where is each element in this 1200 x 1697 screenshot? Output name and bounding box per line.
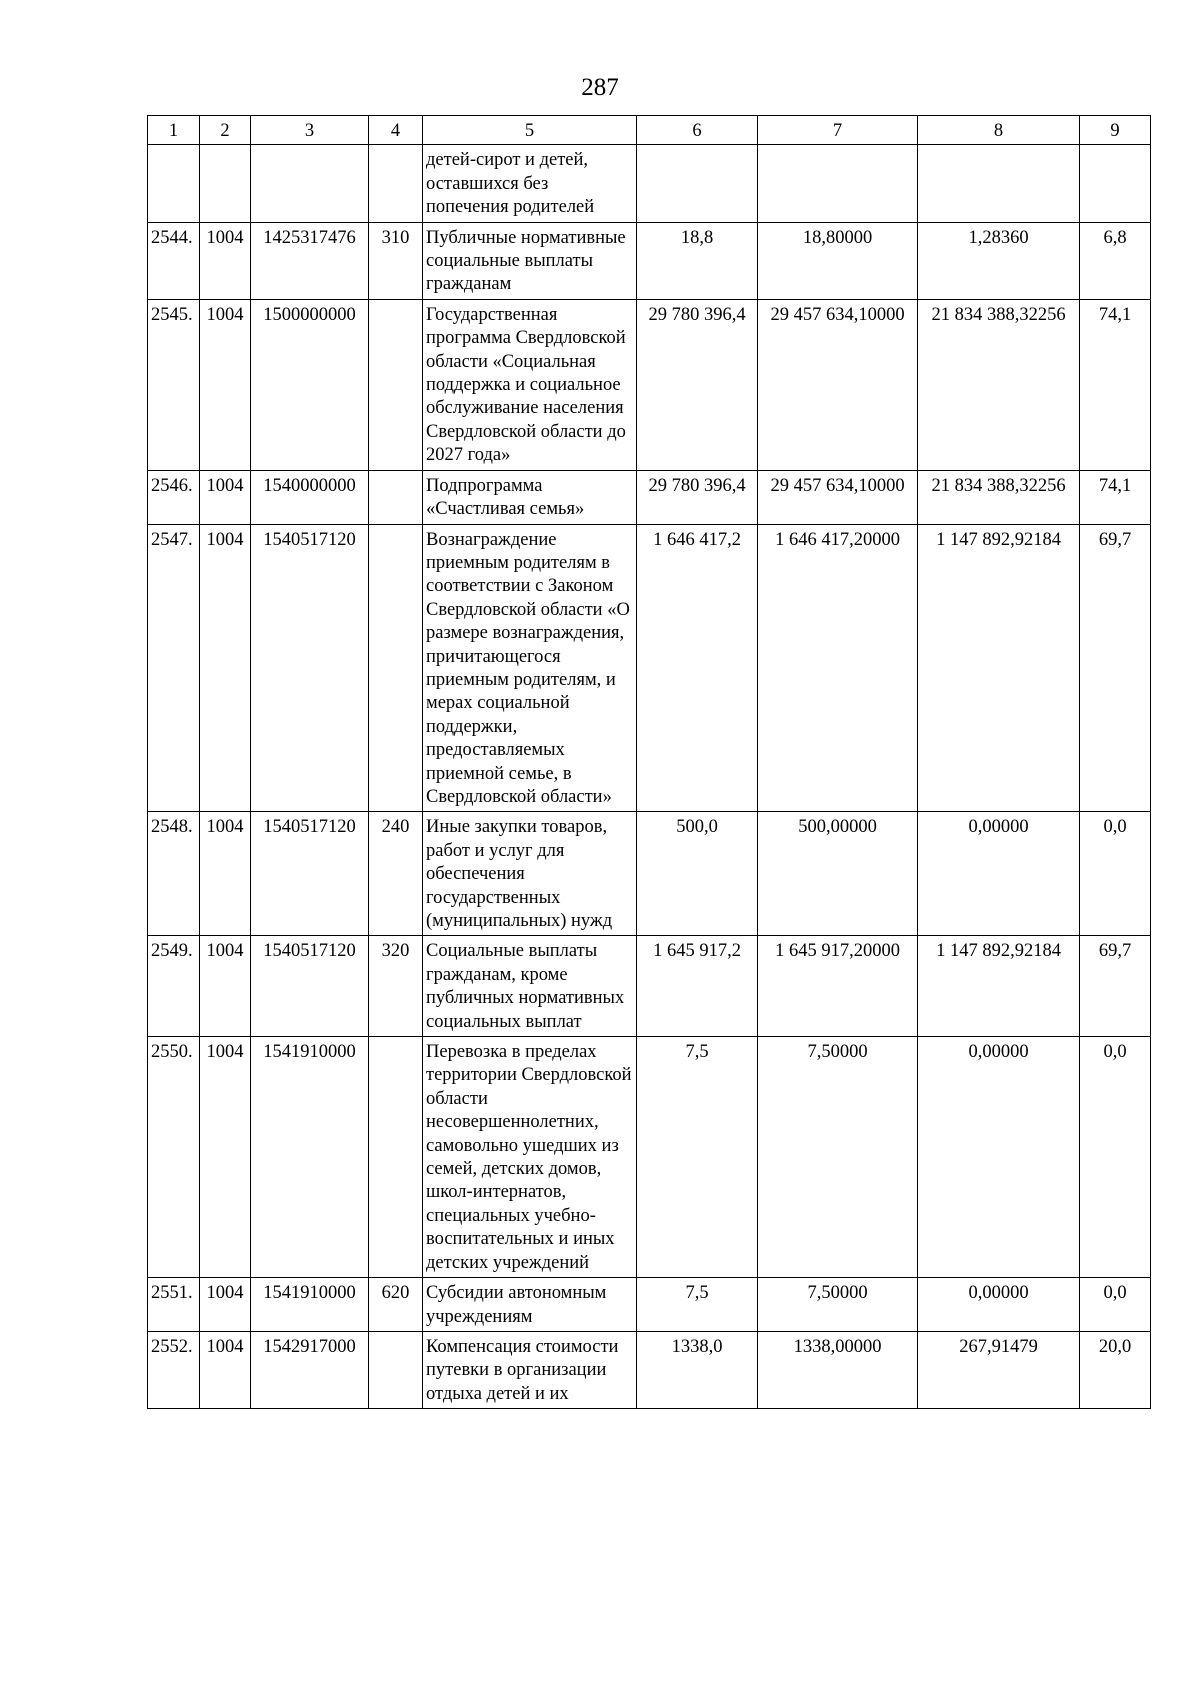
value-col-7: 18,80000 — [758, 222, 918, 299]
table-row — [148, 1278, 1151, 1332]
target-code: 1500000000 — [251, 299, 369, 470]
value-col-6: 29 780 396,4 — [637, 470, 758, 524]
section-code: 1004 — [200, 1331, 251, 1408]
value-col-6: 29 780 396,4 — [637, 299, 758, 470]
row-number: 2544. — [148, 222, 200, 299]
table-row — [148, 470, 1151, 524]
expense-kind-code: 240 — [369, 812, 423, 936]
row-number: 2552. — [148, 1331, 200, 1408]
target-code: 1540000000 — [251, 470, 369, 524]
value-col-8 — [918, 145, 1080, 222]
value-col-7: 500,00000 — [758, 812, 918, 936]
row-number: 2546. — [148, 470, 200, 524]
table-row — [148, 299, 1151, 470]
value-col-9: 69,7 — [1080, 524, 1151, 812]
table-row — [148, 936, 1151, 1037]
value-col-9: 69,7 — [1080, 936, 1151, 1037]
value-col-8: 0,00000 — [918, 1278, 1080, 1332]
expense-kind-code: 620 — [369, 1278, 423, 1332]
row-number — [148, 145, 200, 222]
value-col-7: 29 457 634,10000 — [758, 470, 918, 524]
value-col-9: 20,0 — [1080, 1331, 1151, 1408]
value-col-7: 1 645 917,20000 — [758, 936, 918, 1037]
value-col-8: 0,00000 — [918, 1037, 1080, 1278]
item-description: Подпрограмма «Счастливая семья» — [423, 470, 637, 524]
column-header-2: 2 — [200, 116, 251, 145]
target-code: 1425317476 — [251, 222, 369, 299]
value-col-9 — [1080, 145, 1151, 222]
target-code — [251, 145, 369, 222]
value-col-6: 1338,0 — [637, 1331, 758, 1408]
value-col-6: 7,5 — [637, 1278, 758, 1332]
section-code: 1004 — [200, 812, 251, 936]
column-header-6: 6 — [637, 116, 758, 145]
value-col-6: 1 646 417,2 — [637, 524, 758, 812]
section-code: 1004 — [200, 936, 251, 1037]
expense-kind-code — [369, 524, 423, 812]
expense-kind-code — [369, 145, 423, 222]
expense-kind-code — [369, 470, 423, 524]
table-row — [148, 1037, 1151, 1278]
row-number: 2545. — [148, 299, 200, 470]
item-description: Субсидии автономным учреждениям — [423, 1278, 637, 1332]
value-col-7: 29 457 634,10000 — [758, 299, 918, 470]
target-code: 1541910000 — [251, 1278, 369, 1332]
value-col-7: 1338,00000 — [758, 1331, 918, 1408]
value-col-8: 21 834 388,32256 — [918, 470, 1080, 524]
item-description: Перевозка в пределах территории Свердловской области несовершеннолетних, самовольно ушедших из семей, детских домов, школ-интернатов, специальных учебно-воспитательных и иных детских учреждений — [423, 1037, 637, 1278]
target-code: 1541910000 — [251, 1037, 369, 1278]
item-description: Вознаграждение приемным родителям в соответствии с Законом Свердловской области «О размере вознаграждения, причитающегося приемным родителям, и мерах социальной поддержки, предоставляемых приемной семье, в Свердловской области» — [423, 524, 637, 812]
table-row — [148, 145, 1151, 222]
table-row — [148, 524, 1151, 812]
value-col-9: 0,0 — [1080, 1278, 1151, 1332]
item-description: детей-сирот и детей, оставшихся без попечения родителей — [423, 145, 637, 222]
section-code: 1004 — [200, 1037, 251, 1278]
target-code: 1542917000 — [251, 1331, 369, 1408]
value-col-9: 74,1 — [1080, 299, 1151, 470]
value-col-8: 267,91479 — [918, 1331, 1080, 1408]
column-header-9: 9 — [1080, 116, 1151, 145]
table-header-row — [148, 116, 1151, 145]
section-code — [200, 145, 251, 222]
value-col-8: 0,00000 — [918, 812, 1080, 936]
column-header-7: 7 — [758, 116, 918, 145]
row-number: 2550. — [148, 1037, 200, 1278]
expense-kind-code — [369, 299, 423, 470]
column-header-4: 4 — [369, 116, 423, 145]
column-header-5: 5 — [423, 116, 637, 145]
budget-table — [147, 115, 1151, 1409]
item-description: Социальные выплаты гражданам, кроме публичных нормативных социальных выплат — [423, 936, 637, 1037]
item-description: Государственная программа Свердловской области «Социальная поддержка и социальное обслуживание населения Свердловской области до 2027 года» — [423, 299, 637, 470]
value-col-9: 74,1 — [1080, 470, 1151, 524]
table-row — [148, 222, 1151, 299]
target-code: 1540517120 — [251, 936, 369, 1037]
value-col-7: 1 646 417,20000 — [758, 524, 918, 812]
row-number: 2549. — [148, 936, 200, 1037]
value-col-8: 1,28360 — [918, 222, 1080, 299]
value-col-6: 7,5 — [637, 1037, 758, 1278]
section-code: 1004 — [200, 524, 251, 812]
item-description: Публичные нормативные социальные выплаты гражданам — [423, 222, 637, 299]
table-row — [148, 812, 1151, 936]
table-row — [148, 1331, 1151, 1408]
value-col-7: 7,50000 — [758, 1037, 918, 1278]
section-code: 1004 — [200, 299, 251, 470]
column-header-1: 1 — [148, 116, 200, 145]
item-description: Иные закупки товаров, работ и услуг для обеспечения государственных (муниципальных) нужд — [423, 812, 637, 936]
page-number: 287 — [581, 74, 619, 101]
value-col-7: 7,50000 — [758, 1278, 918, 1332]
section-code: 1004 — [200, 470, 251, 524]
column-header-3: 3 — [251, 116, 369, 145]
value-col-9: 0,0 — [1080, 1037, 1151, 1278]
value-col-6: 18,8 — [637, 222, 758, 299]
expense-kind-code: 320 — [369, 936, 423, 1037]
item-description: Компенсация стоимости путевки в организации отдыха детей и их — [423, 1331, 637, 1408]
value-col-7 — [758, 145, 918, 222]
section-code: 1004 — [200, 1278, 251, 1332]
expense-kind-code: 310 — [369, 222, 423, 299]
row-number: 2548. — [148, 812, 200, 936]
row-number: 2551. — [148, 1278, 200, 1332]
value-col-8: 21 834 388,32256 — [918, 299, 1080, 470]
expense-kind-code — [369, 1037, 423, 1278]
value-col-8: 1 147 892,92184 — [918, 936, 1080, 1037]
value-col-6: 1 645 917,2 — [637, 936, 758, 1037]
target-code: 1540517120 — [251, 812, 369, 936]
expense-kind-code — [369, 1331, 423, 1408]
value-col-9: 6,8 — [1080, 222, 1151, 299]
value-col-9: 0,0 — [1080, 812, 1151, 936]
target-code: 1540517120 — [251, 524, 369, 812]
section-code: 1004 — [200, 222, 251, 299]
value-col-8: 1 147 892,92184 — [918, 524, 1080, 812]
row-number: 2547. — [148, 524, 200, 812]
value-col-6: 500,0 — [637, 812, 758, 936]
value-col-6 — [637, 145, 758, 222]
column-header-8: 8 — [918, 116, 1080, 145]
